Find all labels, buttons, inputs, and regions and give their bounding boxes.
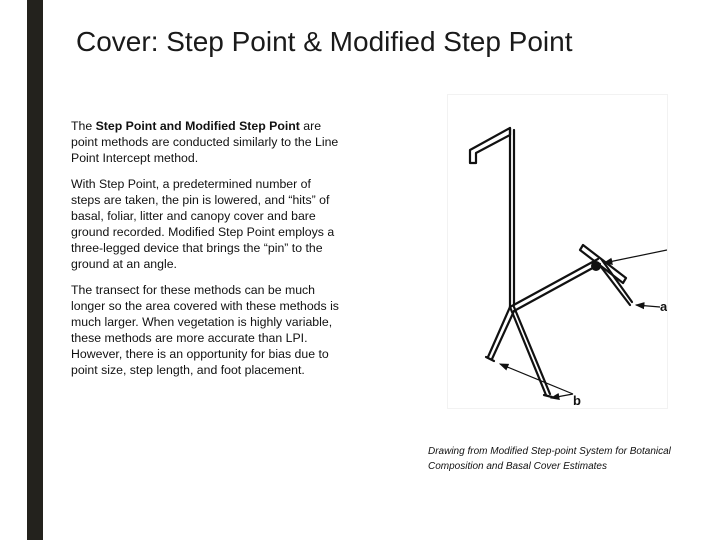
pin-hook [470, 128, 510, 163]
arrow-b-right [551, 394, 573, 398]
paragraph-1-bold: Step Point and Modified Step Point [95, 119, 300, 133]
left-leg [488, 307, 514, 359]
paragraph-1-post: are point methods are conducted similarly to the Line Point Intercept method. [71, 119, 339, 165]
arrow-b-left [500, 364, 573, 394]
joint [591, 261, 601, 271]
slide-title: Cover: Step Point & Modified Step Point [76, 26, 573, 57]
paragraph-3: The transect for these methods can be much longer so the area covered with these methods is much larger. When vegetation is highly variable, these methods are more accurate than LPI. However, there is an opportunity for bias due to point size, step length, and foot placement. [71, 283, 339, 377]
paragraph-1-pre: The [71, 119, 96, 133]
arrow-joint [604, 250, 667, 263]
label-a: a [660, 299, 667, 314]
figure-caption: Drawing from Modified Step-point System for Botanical Composition and Basal Cover Estimates [428, 446, 671, 472]
diagonal-rod [510, 259, 600, 311]
body-text [71, 118, 339, 388]
arrow-a [636, 305, 660, 307]
device-drawing-svg [448, 95, 667, 408]
paragraph-2: With Step Point, a predetermined number of steps are taken, the pin is lowered, and “hits” of basal, foliar, litter and canopy cover and bare ground recorded. Modified Step Point employs a three-legged device that brings the “pin” to the ground at an angle. [71, 177, 335, 271]
paragraph-1 [71, 118, 339, 166]
label-b: b [573, 393, 581, 408]
pole [510, 128, 514, 307]
device-drawing [448, 95, 667, 408]
left-accent-bar [27, 0, 43, 540]
